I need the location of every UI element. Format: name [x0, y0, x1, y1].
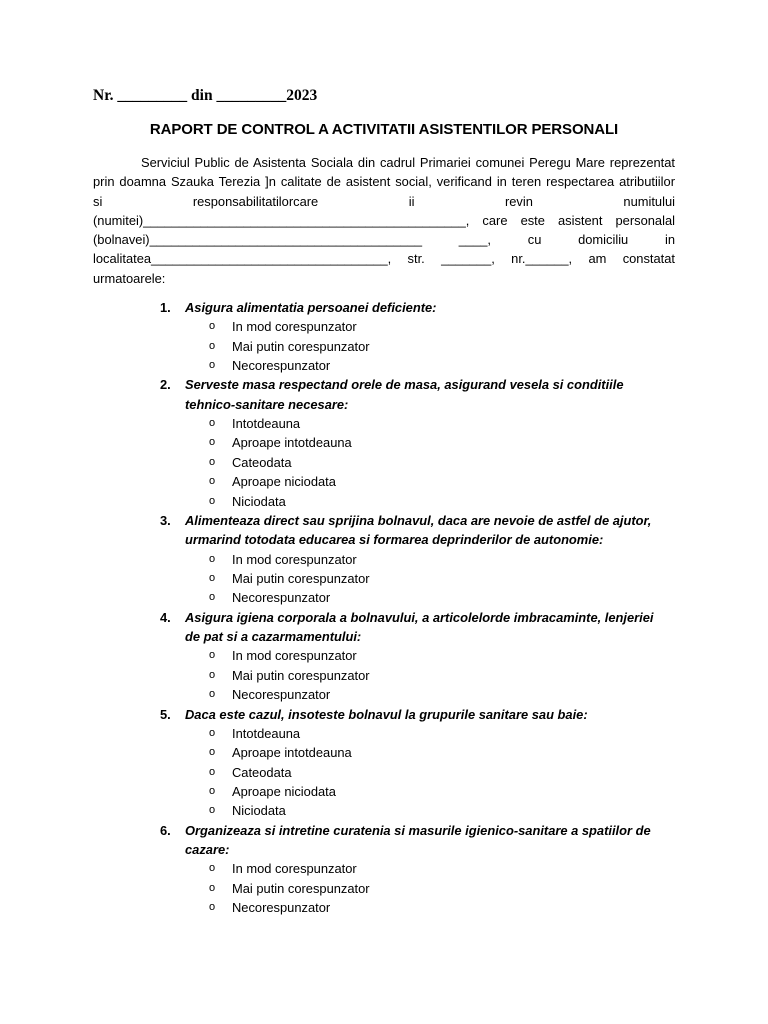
circle-bullet-icon: o: [209, 494, 216, 507]
question-text: [0, 511, 655, 550]
circle-bullet-icon: o: [209, 417, 216, 430]
answer-option-label: Necorespunzator: [232, 687, 331, 703]
question-text: [0, 608, 655, 647]
circle-bullet-icon: o: [209, 901, 216, 914]
circle-bullet-icon: o: [209, 785, 216, 798]
answer-option: [0, 317, 768, 336]
question-number: 3.: [160, 513, 171, 529]
answer-option-label: Mai putin corespunzator: [232, 338, 370, 354]
answer-option: [0, 763, 768, 782]
circle-bullet-icon: o: [209, 572, 216, 584]
circle-bullet-icon: o: [209, 668, 216, 681]
intro-line: si responsabilitatilorcare ii revin numitului: [93, 193, 675, 209]
intro-line: (numitei)_____________________________________________, care este asistent personalal: [93, 212, 675, 228]
circle-bullet-icon: o: [209, 320, 216, 333]
answer-option: [0, 356, 768, 375]
answer-option-label: In mod corespunzator: [232, 861, 357, 877]
answer-option: [0, 569, 768, 588]
answer-option: [0, 743, 768, 762]
answer-option: [0, 685, 768, 704]
question-label: Serveste masa respectand orele de masa, asigurand vesela si conditiile tehnico-sanitare necesare:: [185, 377, 624, 412]
question-item: [0, 821, 768, 918]
document-title: RAPORT DE CONTROL A ACTIVITATII ASISTENTILOR PERSONALI: [149, 121, 619, 138]
answer-option: [0, 724, 768, 743]
question-label: Asigura igiena corporala a bolnavului, a articolelorde imbracaminte, lenjeriei de pat si a cazarmamentului:: [185, 609, 654, 645]
answer-option: [0, 414, 768, 433]
question-item: [0, 511, 768, 608]
intro-line: (bolnavei)______________________________________ ____, cu domiciliu in: [93, 232, 675, 248]
question-label: Organizeaza si intretine curatenia si masurile igienico-sanitare a spatiilor de cazare:: [185, 822, 651, 858]
intro-paragraph: [93, 153, 675, 288]
answer-option-label: Cateodata: [232, 454, 292, 470]
answer-option-label: Aproape niciodata: [232, 784, 336, 800]
document-number-line: Nr. _________ din _________2023: [93, 87, 318, 104]
circle-bullet-icon: o: [209, 881, 216, 894]
question-number: 6.: [160, 822, 171, 838]
circle-bullet-icon: o: [209, 804, 216, 817]
answer-option: [0, 646, 768, 665]
answer-option: [0, 898, 768, 917]
answer-option: [0, 453, 768, 472]
question-label: Asigura alimentatia persoanei deficiente:: [185, 300, 437, 315]
answer-option-label: Mai putin corespunzator: [232, 571, 370, 586]
intro-line: localitatea_________________________________, str. _______, nr.______, am constatat: [93, 251, 675, 267]
answer-option-label: Necorespunzator: [232, 358, 331, 374]
answer-option-label: Niciodata: [232, 493, 286, 509]
circle-bullet-icon: o: [209, 436, 216, 449]
answer-option: [0, 859, 768, 878]
question-text: [0, 375, 655, 414]
question-item: [0, 298, 768, 375]
question-number: 5.: [160, 706, 171, 722]
answer-option: [0, 666, 768, 685]
answer-option-label: In mod corespunzator: [232, 551, 357, 567]
circle-bullet-icon: o: [209, 552, 216, 565]
answer-option-label: Mai putin corespunzator: [232, 667, 370, 683]
circle-bullet-icon: o: [209, 862, 216, 875]
answer-option: [0, 588, 768, 607]
circle-bullet-icon: o: [209, 649, 216, 662]
answer-option: [0, 433, 768, 452]
answer-option: [0, 550, 768, 569]
answer-option-label: Intotdeauna: [232, 416, 301, 432]
question-label: Alimenteaza direct sau sprijina bolnavul, daca are nevoie de astfel de ajutor, urmarind totodata educarea si formarea deprinderilor de autonomie:: [185, 513, 652, 548]
circle-bullet-icon: o: [209, 591, 216, 604]
intro-line: urmatoarele:: [93, 270, 166, 286]
intro-line: prin doamna Szauka Terezia ]n calitate de asistent social, verificand in teren respectarea atributiilor: [93, 174, 675, 190]
answer-option-label: Aproape intotdeauna: [232, 745, 352, 761]
question-item: [0, 375, 768, 511]
answer-option-label: Necorespunzator: [232, 590, 331, 606]
answer-option: [0, 472, 768, 491]
answer-option: [0, 492, 768, 511]
circle-bullet-icon: o: [209, 475, 216, 488]
answer-option-label: Cateodata: [232, 764, 292, 780]
answer-option-label: Aproape niciodata: [232, 474, 336, 490]
circle-bullet-icon: o: [209, 746, 216, 759]
answer-option: [0, 337, 768, 356]
answer-option-label: In mod corespunzator: [232, 648, 357, 664]
answer-option-label: Niciodata: [232, 803, 286, 819]
answer-option: [0, 879, 768, 898]
question-item: [0, 608, 768, 705]
answer-option: [0, 782, 768, 801]
intro-line: Serviciul Public de Asistenta Sociala din cadrul Primariei comunei Peregu Mare reprezentat: [141, 155, 675, 170]
circle-bullet-icon: o: [209, 765, 216, 778]
answer-option: [0, 801, 768, 820]
answer-option-label: Mai putin corespunzator: [232, 880, 370, 896]
circle-bullet-icon: o: [209, 359, 216, 372]
question-list: [0, 298, 768, 918]
circle-bullet-icon: o: [209, 726, 216, 739]
question-number: 2.: [160, 377, 171, 393]
question-number: 4.: [160, 609, 171, 625]
circle-bullet-icon: o: [209, 339, 216, 352]
circle-bullet-icon: o: [209, 455, 216, 468]
answer-option-label: Intotdeauna: [232, 725, 301, 741]
question-number: 1.: [160, 300, 171, 315]
question-text: [0, 705, 655, 724]
answer-option-label: Necorespunzator: [232, 900, 331, 916]
question-text: [0, 298, 655, 317]
circle-bullet-icon: o: [209, 688, 216, 701]
answer-option-label: In mod corespunzator: [232, 319, 357, 335]
question-text: [0, 821, 655, 860]
answer-option-label: Aproape intotdeauna: [232, 435, 352, 451]
question-label: Daca este cazul, insoteste bolnavul la grupurile sanitare sau baie:: [185, 706, 588, 722]
question-item: [0, 705, 768, 821]
